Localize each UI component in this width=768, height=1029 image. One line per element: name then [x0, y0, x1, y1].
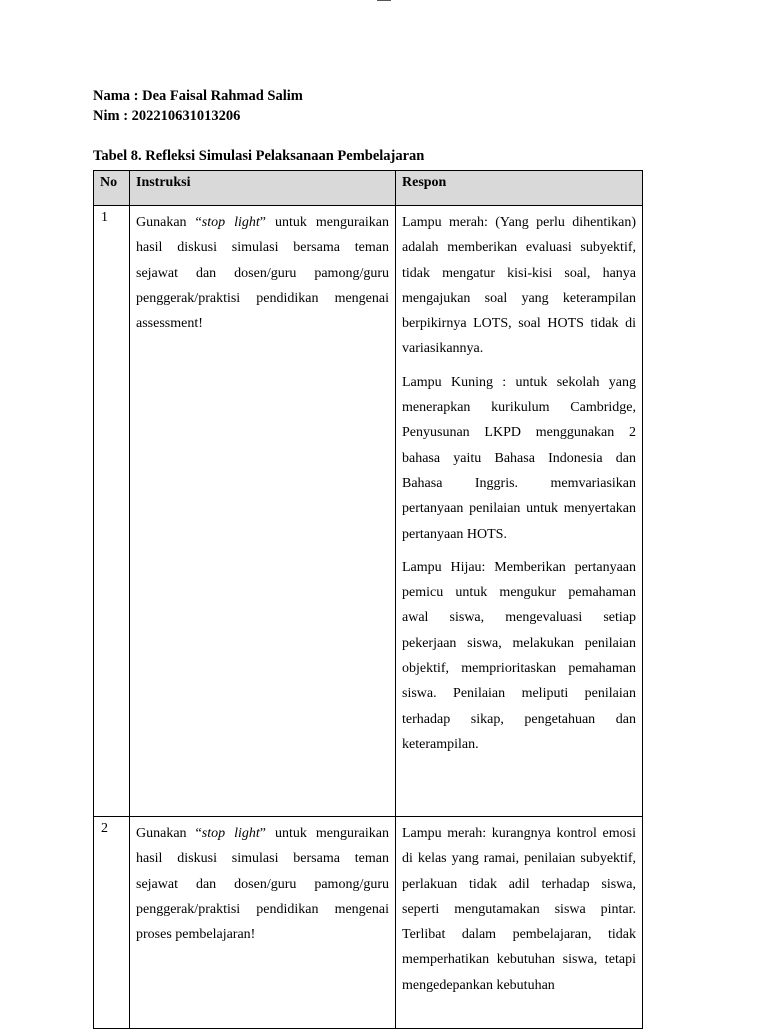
stop-light-term: stop light — [201, 215, 260, 230]
row-response — [396, 817, 643, 1029]
response-red-light: Lampu merah: (Yang perlu dihentikan) adalah memberikan evaluasi subyektif, tidak mengatur kisi-kisi soal, hanya mengajukan soal yang keterampilan berpikirnya LOTS, soal HOTS tidak di variasikannya. — [402, 215, 636, 357]
header-no: No — [94, 171, 130, 206]
table-caption: Tabel 8. Refleksi Simulasi Pelaksanaan Pembelajaran — [93, 148, 425, 164]
instruction-text: Gunakan “stop light” untuk menguraikan hasil diskusi simulasi bersama teman sejawat dan dosen/guru pamong/guru penggerak/praktisi pendidikan mengenai assessment! — [136, 215, 389, 332]
student-nim: Nim : 202210631013206 — [93, 108, 241, 124]
header-instruksi: Instruksi — [130, 171, 396, 206]
page-top-mark — [377, 0, 391, 1]
table-row — [94, 817, 643, 1029]
row-number: 1 — [94, 206, 130, 817]
student-info — [93, 86, 303, 126]
stop-light-term: stop light — [201, 826, 260, 841]
table-header-row — [94, 171, 643, 206]
table-row — [94, 206, 643, 817]
instruction-text: Gunakan “stop light” untuk menguraikan hasil diskusi simulasi bersama teman sejawat dan dosen/guru pamong/guru penggerak/praktisi pendidikan mengenai proses pembelajaran! — [136, 826, 389, 943]
row-number: 2 — [94, 817, 130, 1029]
header-respon: Respon — [396, 171, 643, 206]
response-red-light: Lampu merah: kurangnya kontrol emosi di kelas yang ramai, penilaian subyektif, perlakuan tidak adil terhadap siswa, seperti mengutamakan siswa pintar. Terlibat dalam pembelajaran, tidak memperhatikan kebutuhan siswa, tetapi mengedepankan kebutuhan — [402, 826, 636, 993]
response-clip — [402, 817, 636, 1023]
response-yellow-light: Lampu Kuning : untuk sekolah yang menerapkan kurikulum Cambridge, Penyusunan LKPD menggunakan 2 bahasa yaitu Bahasa Indonesia dan Bahasa Inggris. memvariasikan pertanyaan penilaian untuk menyertakan pertanyaan HOTS. — [402, 374, 636, 542]
row-instruction — [130, 206, 396, 817]
reflection-table — [93, 170, 643, 1029]
row-instruction — [130, 817, 396, 1029]
student-name: Nama : Dea Faisal Rahmad Salim — [93, 88, 303, 104]
response-green-light: Lampu Hijau: Memberikan pertanyaan pemicu untuk mengukur pemahaman awal siswa, mengevaluasi setiap pekerjaan siswa, melakukan penilaian objektif, memprioritaskan pemahaman siswa. Penilaian meliputi penilaian terhadap sikap, pengetahuan dan keterampilan. — [402, 559, 636, 752]
row-response — [396, 206, 643, 817]
